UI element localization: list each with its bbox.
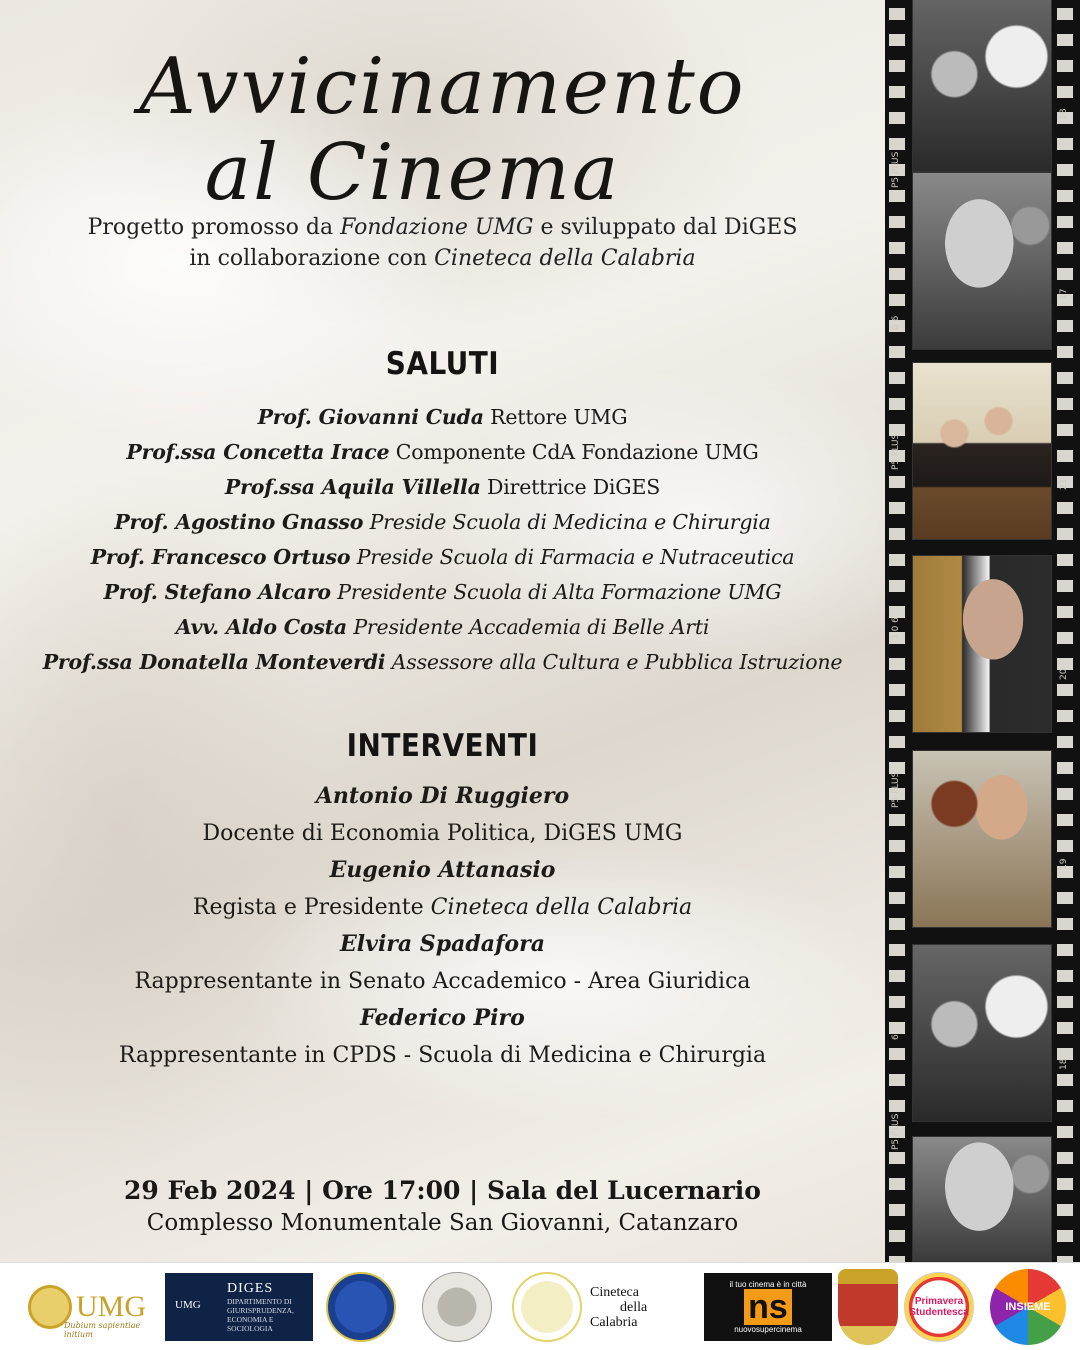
saluti-name: Prof. Agostino Gnasso [114, 510, 364, 534]
saluti-name: Prof. Francesco Ortuso [90, 545, 351, 569]
saluti-name: Prof.ssa Concetta Irace [126, 440, 390, 464]
saluti-name: Avv. Aldo Costa [175, 615, 348, 639]
film-frame-number: 18 [1059, 108, 1069, 120]
saluti-role: Rettore UMG [490, 405, 628, 429]
saluti-role: Preside Scuola di Medicina e Chirurgia [369, 510, 771, 534]
saluti-role: Componente CdA Fondazione UMG [395, 440, 759, 464]
fondazione-umg-logo [326, 1272, 396, 1342]
saluti-name: Prof.ssa Donatella Monteverdi [42, 650, 386, 674]
film-frame-number: 18 [1059, 1058, 1069, 1070]
film-frame-number: 21 [1059, 478, 1069, 490]
speaker-role-emphasis: Cineteca della Calabria [430, 895, 693, 920]
speaker-role: Docente di Economia Politica, DiGES UMG [202, 821, 683, 846]
film-frame-photo [912, 1136, 1052, 1262]
saluti-role: Presidente Scuola di Alta Formazione UMG [337, 580, 782, 604]
saluti-item [0, 470, 885, 505]
film-frame-number: 20 [1059, 668, 1069, 680]
event-datetime: 29 Feb 2024 | Ore 17:00 | Sala del Lucernario [124, 1176, 761, 1205]
scuola-alta-formazione-logo [422, 1272, 492, 1342]
film-edge-label: P5 PLUS [891, 151, 901, 188]
film-frame-number: 17 [1059, 288, 1069, 300]
saluti-role: Assessore alla Cultura e Pubblica Istruzione [391, 650, 843, 674]
speaker-name: Eugenio Attanasio [329, 857, 556, 883]
interventi-heading: INTERVENTI [346, 728, 539, 764]
saluti-name: Prof. Stefano Alcaro [103, 580, 331, 604]
saluti-item [0, 400, 885, 435]
umg-logo: UMG Dubium sapientiae initium [14, 1273, 160, 1341]
saluti-item [0, 645, 885, 680]
cineteca-calabria-logo: Cineteca della Calabria [590, 1284, 648, 1330]
saluti-name: Prof.ssa Aquila Villella [224, 475, 481, 499]
saluti-item [0, 540, 885, 575]
speaker-role-text: Regista e Presidente [192, 895, 431, 920]
speaker-role [0, 889, 885, 926]
saluti-role: Preside Scuola di Farmacia e Nutraceutica [356, 545, 795, 569]
city-crest-logo [838, 1269, 898, 1345]
saluti-item [0, 435, 885, 470]
film-code-label: 6 [891, 1034, 901, 1040]
interventi-list [0, 778, 885, 1074]
film-frame-photo [912, 555, 1052, 733]
film-edge-label: P5 PLUS [891, 771, 901, 808]
terza-missione-logo [512, 1272, 582, 1342]
film-frame-photo [912, 172, 1052, 350]
poster-title-line2: al Cinema [204, 128, 621, 218]
saluti-role: Direttrice DiGES [487, 475, 661, 499]
insieme-logo: INSIEME [990, 1269, 1066, 1345]
saluti-heading: SALUTI [385, 346, 500, 382]
diges-logo: UMG DIGES DIPARTIMENTO DI GIURISPRUDENZA, ECONOMIA E SOCIOLOGIA [165, 1273, 313, 1341]
film-edge-label: P5 PLUS [891, 433, 901, 470]
film-code-label: 3 0 6 [891, 617, 901, 640]
subtitle-text: in collaborazione con [189, 246, 435, 271]
film-frame-photo [912, 362, 1052, 540]
speaker-name: Federico Piro [360, 1005, 525, 1031]
speaker-role: Rappresentante in Senato Accademico - Area Giuridica [134, 969, 751, 994]
event-venue: Complesso Monumentale San Giovanni, Catanzaro [146, 1210, 739, 1236]
speaker-role: Rappresentante in CPDS - Scuola di Medicina e Chirurgia [118, 1043, 767, 1068]
film-strip [885, 0, 1080, 1262]
subtitle-text: Progetto promosso da [87, 215, 341, 240]
film-frame-number: 19 [1059, 858, 1069, 870]
subtitle-text: e sviluppato dal DiGES [533, 215, 798, 240]
saluti-item [0, 575, 885, 610]
film-frame-photo [912, 0, 1052, 172]
saluti-item [0, 610, 885, 645]
nuovo-supercinema-logo: il tuo cinema è in città ns nuovosupercinema [704, 1273, 832, 1341]
sprocket-holes-right [1057, 0, 1073, 1262]
poster-title-line1: Avvicinamento [139, 42, 746, 132]
project-subtitle [0, 212, 885, 274]
saluti-item [0, 505, 885, 540]
saluti-name: Prof. Giovanni Cuda [257, 405, 484, 429]
saluti-list [0, 400, 885, 680]
film-frame-photo [912, 944, 1052, 1122]
speaker-name: Elvira Spadafora [340, 931, 545, 957]
speaker-name: Antonio Di Ruggiero [315, 783, 570, 809]
subtitle-emphasis: Fondazione UMG [340, 215, 534, 240]
saluti-role: Presidente Accademia di Belle Arti [353, 615, 710, 639]
film-edge-label: P5 PLUS [891, 1113, 901, 1150]
sponsor-logos-bar [0, 1262, 1080, 1350]
film-code-label: 0 6 [891, 315, 901, 330]
primavera-studentesca-logo: Primavera Studentesca [904, 1272, 974, 1342]
subtitle-emphasis: Cineteca della Calabria [434, 246, 696, 271]
film-frame-photo [912, 750, 1052, 928]
